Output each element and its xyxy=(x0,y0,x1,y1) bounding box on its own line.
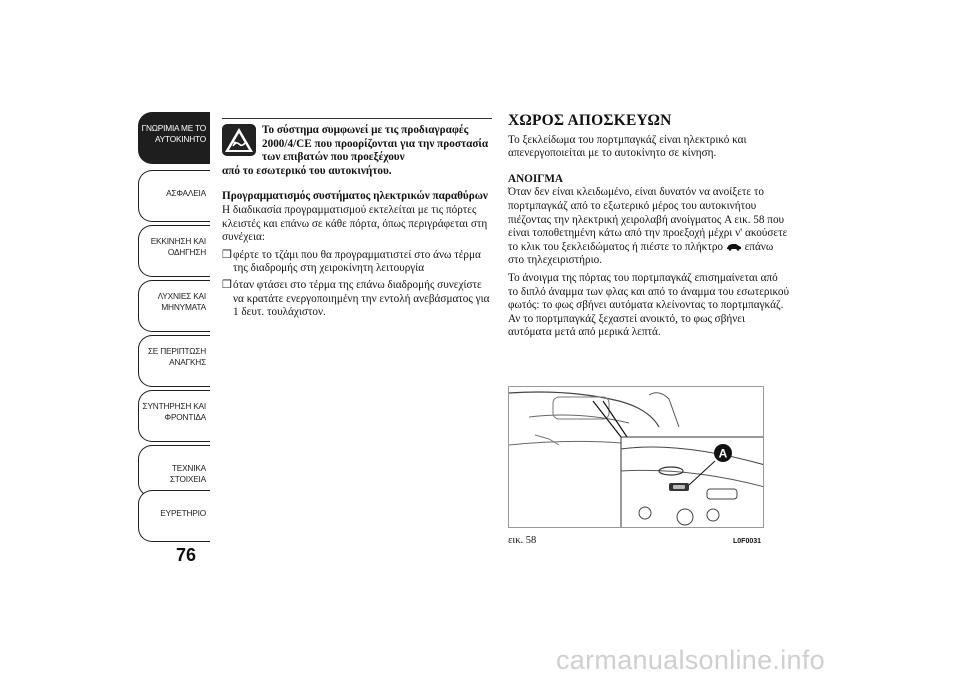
page-title: ΧΩΡΟΣ ΑΠΟΣΚΕΥΩΝ xyxy=(508,112,672,129)
tab-label-line1: ΣΕ ΠΕΡΙΠΤΩΣΗ xyxy=(147,346,206,356)
watermark: carmanualsonline.info xyxy=(556,645,825,675)
figure-caption: εικ. 58 xyxy=(508,535,537,546)
tab-label-line1: ΣΥΝΤΗΡΗΣΗ ΚΑΙ xyxy=(142,401,206,411)
list-item-text: φέρτε το τζάμι που θα προγραμματιστεί στο άνω τέρμα της διαδρομής στη χειροκίνητη λειτουργία xyxy=(233,248,481,275)
tab-label-line2: ΜΗΝΥΜΑΤΑ xyxy=(161,302,206,312)
right-column xyxy=(508,114,790,340)
list-item xyxy=(222,249,490,276)
tab-label-line2: ΑΥΤΟΚΙΝΗΤΟ xyxy=(154,134,206,144)
tab-label-line1: ΓΝΩΡΙΜΙΑ ΜΕ ΤΟ xyxy=(141,123,206,133)
tab-getting-to-know[interactable] xyxy=(138,112,210,164)
tailgate-illustration xyxy=(509,387,764,528)
subheading: ΑΝΟΙΓΜΑ xyxy=(508,172,563,185)
tab-label-line1: ΕΥΡΕΤΗΡΙΟ xyxy=(160,508,206,518)
tab-index[interactable] xyxy=(138,490,210,542)
list-item xyxy=(222,279,490,320)
instruction-list xyxy=(222,249,490,320)
callout-label-a: A xyxy=(718,446,728,461)
checkbox-bullet-icon: ❒ xyxy=(222,248,232,261)
section-heading: Προγραμματισμός συστήματος ηλεκτρικών παραθύρων xyxy=(222,190,488,203)
warning-text-tail: από το εσωτερικό του αυτοκινήτου. xyxy=(222,164,392,177)
intro-paragraph: Το ξεκλείδωμα του πορτμπαγκάζ είναι ηλεκτρικό και απενεργοποιείται με το αυτοκίνητο σε κίνηση. xyxy=(508,133,747,160)
tab-label-line2: ΟΔΗΓΗΣΗ xyxy=(167,247,206,257)
checkbox-bullet-icon: ❒ xyxy=(222,278,232,291)
left-column xyxy=(222,118,490,323)
opening-paragraph xyxy=(508,186,790,268)
warning-block xyxy=(222,124,490,178)
tab-maintenance[interactable] xyxy=(138,390,210,442)
tab-lights-messages[interactable] xyxy=(138,280,210,332)
car-key-icon xyxy=(726,242,742,251)
warning-triangle-icon xyxy=(222,124,256,156)
figure-tailgate-handle xyxy=(508,386,764,528)
list-item-text: όταν φτάσει στο τέρμα της επάνω διαδρομής συνεχίστε να κρατάτε ενεργοποιημένη την εντολή ανεβάσματος για 1 δευτ. τουλάχιστον. xyxy=(233,278,490,319)
opening-text-tail: επάνω στο τηλεχειριστήριο. xyxy=(508,240,774,267)
tab-emergency[interactable] xyxy=(138,335,210,387)
warning-text: Το σύστημα συμφωνεί με τις προδιαγραφές 2000/4/CE που προορίζονται για την προστασία των επιβατών που προεξέχουν xyxy=(262,124,489,164)
body-paragraph: Η διαδικασία προγραμματισμού εκτελείται με τις πόρτες κλειστές και επάνω σε κάθε πόρτα, όπως περιγράφεται στη συνέχεια: xyxy=(222,203,488,244)
page-number: 76 xyxy=(176,545,197,565)
tab-label-line1: ΕΚΚΙΝΗΣΗ ΚΑΙ xyxy=(150,236,206,246)
notification-paragraph: Το άνοιγμα της πόρτας του πορτμπαγκάζ επισημαίνεται από το διπλό άναμμα των φλας και από το άναμμα του εσωτερικού φωτός: το φως σβήνει αυτόματα κλείνοντας το πορτμπαγκάζ. Αν το πορτμπαγκάζ ξεχαστεί ανοικτό, το φως σβήνει αυτόματα μετά από μερικά λεπτά. xyxy=(508,271,790,339)
tab-label-line1: ΑΣΦΑΛΕΙΑ xyxy=(166,188,206,198)
tab-safety[interactable] xyxy=(138,170,210,222)
tab-label-line2: ΑΝΑΓΚΗΣ xyxy=(169,357,206,367)
tab-label-line2: ΦΡΟΝΤΙΔΑ xyxy=(164,412,206,422)
tab-starting-driving[interactable] xyxy=(138,225,210,277)
figure-code: L0F0031 xyxy=(733,538,762,545)
tab-label-line1: ΛΥΧΝΙΕΣ ΚΑΙ xyxy=(157,291,206,301)
tab-label-line1: ΤΕΧΝΙΚΑ ΣΤΟΙΧΕΙΑ xyxy=(169,463,206,484)
opening-text: Όταν δεν είναι κλειδωμένο, είναι δυνατόν να ανοίξετε το πορτμπαγκάζ από το εξωτερικό μέρος του αυτοκινήτου πιέζοντας την ηλεκτρική χειρολαβή ανοίγματος A εικ. 58 που είναι τοποθετημένη κάτω από την προεξοχή μέχρι ν' ακούσετε το κλικ του ξεκλειδώματος ή πιέστε το πλήκτρο xyxy=(508,186,788,253)
